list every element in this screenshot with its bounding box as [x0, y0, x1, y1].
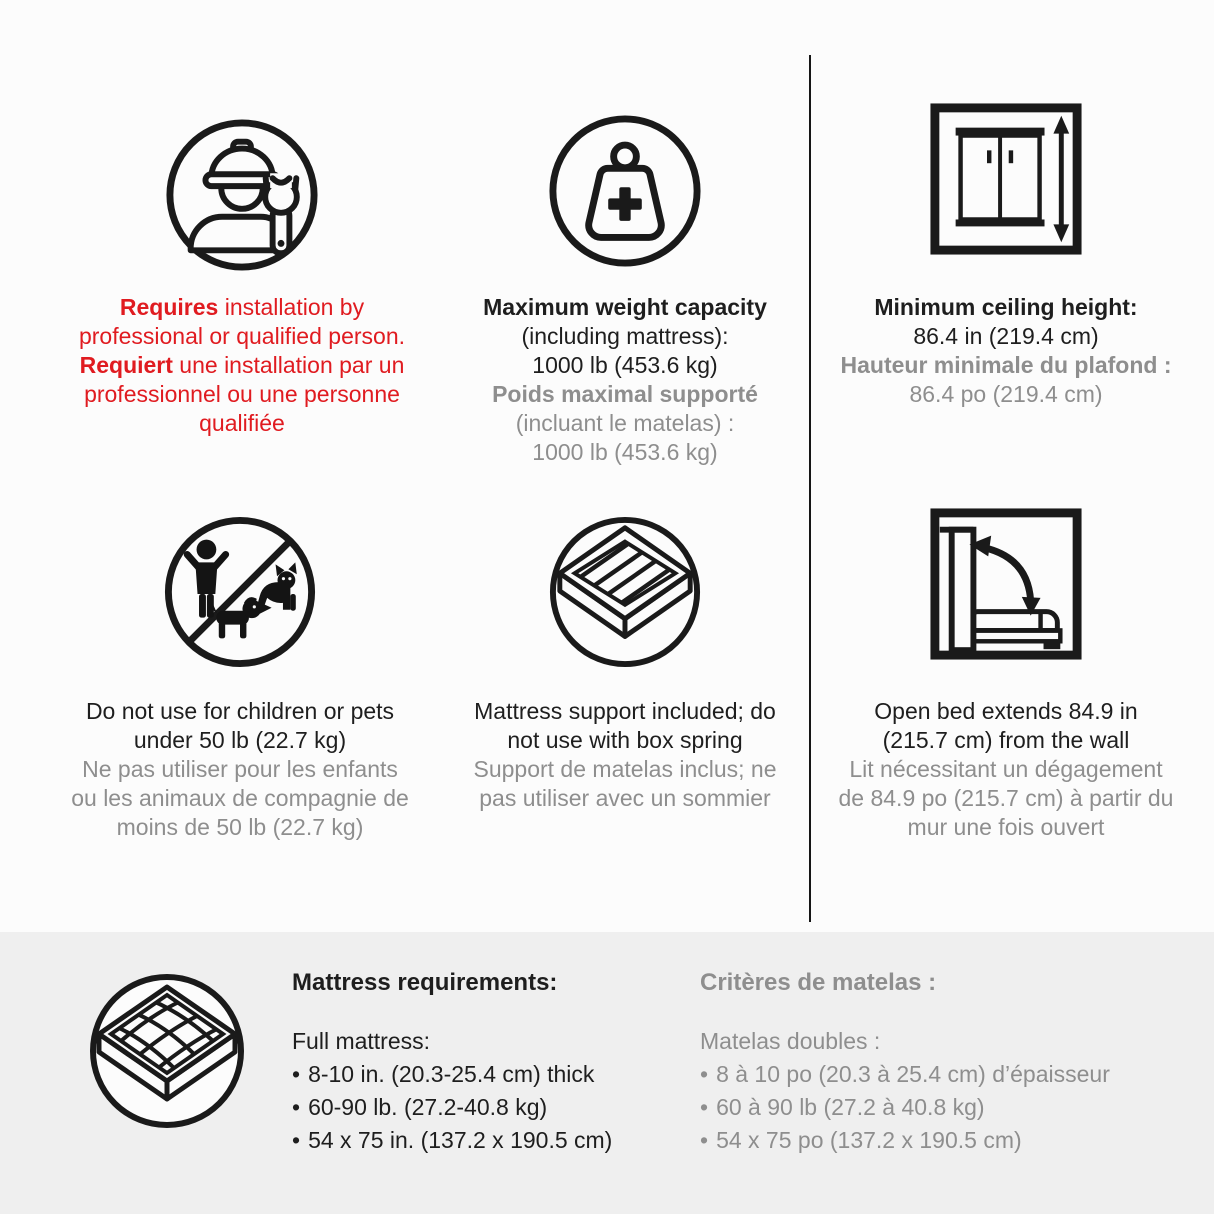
open-bed-icon	[927, 505, 1085, 663]
installation-requirement-block	[52, 116, 432, 438]
caption-line: professional or qualified person.	[78, 323, 406, 349]
mattress-req-item: 60 à 90 lb (27.2 à 40.8 kg)	[716, 1094, 985, 1120]
ceiling-height-icon	[927, 100, 1085, 258]
caption-line: qualifiée	[199, 410, 285, 436]
no-children-pets-caption	[71, 697, 409, 842]
mattress-req-item-row	[700, 1091, 1160, 1124]
caption-line: de 84.9 po (215.7 cm) à partir du	[838, 785, 1174, 811]
caption-line: Maximum weight capacity	[483, 294, 767, 320]
bullet-marker: •	[292, 1061, 301, 1087]
installation-caption	[79, 293, 405, 438]
caption-line: 86.4 in (219.4 cm)	[913, 323, 1099, 349]
mattress-requirements-sub-fr: Matelas doubles :	[700, 1028, 881, 1054]
caption-line: Ne pas utiliser pour les enfants	[82, 756, 398, 782]
caption-line: 86.4 po (219.4 cm)	[909, 381, 1103, 407]
weight-capacity-icon	[546, 112, 704, 270]
mattress-req-item: 60-90 lb. (27.2-40.8 kg)	[308, 1094, 548, 1120]
bullet-marker: •	[292, 1127, 301, 1153]
bullet-marker: •	[292, 1094, 301, 1120]
caption-line: moins de 50 lb (22.7 kg)	[116, 814, 364, 840]
caption-line: Requires installation by	[119, 294, 365, 320]
open-bed-clearance-block	[816, 505, 1196, 842]
mattress-req-item-row	[292, 1058, 672, 1091]
caption-line: under 50 lb (22.7 kg)	[133, 727, 347, 753]
mattress-req-item-row	[292, 1091, 672, 1124]
mattress-requirements-sub-en: Full mattress:	[292, 1028, 431, 1054]
no-children-pets-icon	[161, 513, 319, 671]
weight-capacity-block	[435, 112, 815, 467]
caption-line: professionnel ou une personne	[84, 381, 400, 407]
caption-line: ou les animaux de compagnie de	[71, 785, 409, 811]
weight-capacity-caption	[483, 293, 767, 467]
caption-line: Do not use for children or pets	[85, 698, 395, 724]
mattress-req-item: 8 à 10 po (20.3 à 25.4 cm) d’épaisseur	[716, 1061, 1110, 1087]
mattress-req-item: 54 x 75 in. (137.2 x 190.5 cm)	[308, 1127, 613, 1153]
caption-line: (including mattress):	[521, 323, 729, 349]
caption-line: Mattress support included; do	[474, 698, 776, 724]
mattress-support-caption	[473, 697, 776, 813]
installer-icon	[163, 116, 321, 274]
caption-line: Poids maximal supporté	[492, 381, 758, 407]
mattress-support-block	[435, 513, 815, 813]
caption-line: (215.7 cm) from the wall	[882, 727, 1130, 753]
caption-line: pas utiliser avec un sommier	[479, 785, 771, 811]
mattress-requirements-header-en: Mattress requirements:	[292, 969, 558, 996]
mattress-req-item: 54 x 75 po (137.2 x 190.5 cm)	[716, 1127, 1022, 1153]
caption-line: Open bed extends 84.9 in	[874, 698, 1138, 724]
mattress-req-item-row	[292, 1124, 672, 1157]
caption-line: Minimum ceiling height:	[874, 294, 1138, 320]
mattress-req-item: 8-10 in. (20.3-25.4 cm) thick	[308, 1061, 595, 1087]
mattress-support-icon	[546, 513, 704, 671]
no-children-pets-block	[50, 513, 430, 842]
caption-line: mur une fois ouvert	[907, 814, 1105, 840]
caption-line: Requiert une installation par un	[79, 352, 405, 378]
caption-line: 1000 lb (453.6 kg)	[532, 439, 718, 465]
caption-line: Hauteur minimale du plafond :	[840, 352, 1172, 378]
ceiling-height-block	[816, 100, 1196, 409]
bullet-marker: •	[700, 1061, 709, 1087]
caption-line: not use with box spring	[507, 727, 743, 753]
ceiling-height-caption	[841, 293, 1172, 409]
caption-line: (incluant le matelas) :	[515, 410, 735, 436]
mattress-icon	[87, 971, 247, 1131]
bullet-marker: •	[700, 1127, 709, 1153]
caption-line: 1000 lb (453.6 kg)	[532, 352, 718, 378]
mattress-requirements-header-fr: Critères de matelas :	[700, 969, 937, 996]
caption-line: Lit nécessitant un dégagement	[849, 756, 1163, 782]
mattress-req-item-row	[700, 1124, 1160, 1157]
mattress-req-item-row	[700, 1058, 1160, 1091]
mattress-requirements-en	[292, 968, 672, 1157]
open-bed-caption	[839, 697, 1174, 842]
bullet-marker: •	[700, 1094, 709, 1120]
caption-line: Support de matelas inclus; ne	[473, 756, 777, 782]
mattress-requirements-fr	[700, 968, 1160, 1157]
